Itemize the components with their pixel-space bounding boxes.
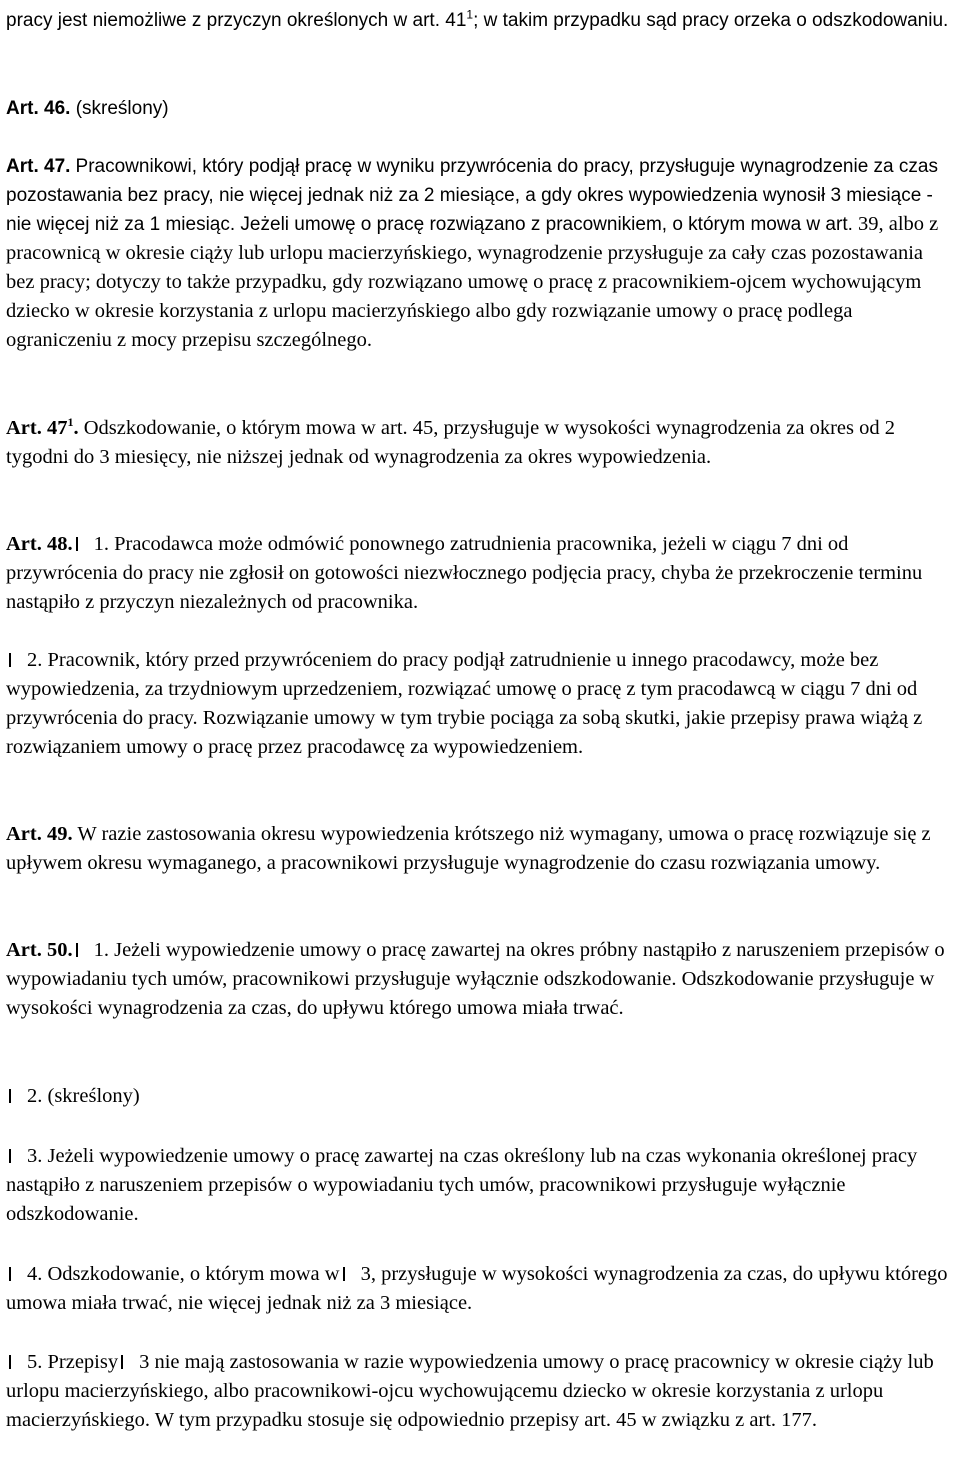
art50-paragraph-4: [6, 1260, 954, 1318]
art50-p5-text: 5. Przepisy: [27, 1351, 119, 1373]
art50-p4-text-cont: 3, przysługuje w wysokości wynagrodzenia za czas, do upływu którego umowa miała trwać, nie więcej jednak niż za 3 miesiące.: [6, 1263, 948, 1314]
art49-label: Art. 49.: [6, 823, 73, 845]
art48-label: Art. 48.: [6, 533, 73, 555]
art46-label: Art. 46.: [6, 98, 71, 119]
section-sign-icon: [76, 943, 88, 957]
art48-p1-text: 1. Pracodawca może odmówić ponownego zatrudnienia pracownika, jeżeli w ciągu 7 dni od przywrócenia do pracy nie zgłosił on gotowości niezwłocznego podjęcia pracy, chyba że przekroczenie terminu nastąpiło z przyczyn niezależnych od pracownika.: [6, 533, 923, 613]
art46-text: (skreślony): [75, 98, 169, 119]
section-sign-icon: [9, 1267, 21, 1281]
section-sign-icon: [9, 1355, 21, 1369]
section-sign-icon: [9, 1149, 21, 1163]
section-sign-icon: [121, 1355, 133, 1369]
art50-p5-text-cont: 3 nie mają zastosowania w razie wypowiedzenia umowy o pracę pracownicy w okresie ciąży lub urlopu macierzyńskiego, albo pracownikowi-ojcu wychowującemu dziecko w okresie korzystania z urlopu macierzyńskiego. W tym przypadku stosuje się odpowiednio przepisy art. 45 w związku z art. 177.: [6, 1351, 934, 1431]
art49-paragraph: [6, 820, 954, 878]
art50-p3-text: 3. Jeżeli wypowiedzenie umowy o pracę zawartej na czas określony lub na czas wykonania określonej pracy nastąpiło z naruszeniem przepisów o wypowiadaniu tych umów, pracownikowi przysługuje wyłącznie odszkodowanie.: [6, 1145, 918, 1225]
art47-1-paragraph: [6, 414, 954, 472]
section-sign-icon: [343, 1267, 355, 1281]
art50-label: Art. 50.: [6, 939, 73, 961]
art50-p1-text: 1. Jeżeli wypowiedzenie umowy o pracę zawartej na okres próbny nastąpiło z naruszeniem przepisów o wypowiadaniu tych umów, pracownikowi przysługuje wyłącznie odszkodowanie. Odszkodowanie przysługuje w wysokości wynagrodzenia za czas, do upływu którego umowa miała trwać.: [6, 939, 945, 1019]
superscript: 1: [67, 415, 74, 430]
art47-label: Art. 47.: [6, 156, 71, 177]
art50-paragraph-1: [6, 936, 954, 1023]
art50-p2-text: 2. (skreślony): [27, 1085, 140, 1107]
section-sign-icon: [76, 537, 88, 551]
art50-paragraph-5: [6, 1348, 954, 1435]
art47-paragraph: [6, 152, 954, 355]
superscript: 1: [466, 7, 474, 22]
label-text: Art. 47: [6, 417, 68, 439]
section-sign-icon: [9, 1089, 21, 1103]
art50-p4-text: 4. Odszkodowanie, o którym mowa w: [27, 1263, 340, 1285]
art46-paragraph: [6, 94, 169, 123]
art47-1-label: [6, 417, 79, 439]
art48-paragraph-2: [6, 646, 954, 762]
art47-text-sans: Pracownikowi, który podjął pracę w wyniku przywrócenia do pracy, przysługuje wynagrodzenie za czas pozostawania bez pracy, nie więcej jednak niż za 2 miesiące, a gdy okres wypowiedzenia wynosił 3 miesiące - nie więcej niż za 1 miesiąc. Jeżeli umowę o pracę rozwiązano z pracownikiem, o którym mowa w art.: [6, 156, 938, 235]
art41-text: pracy jest niemożliwe z przyczyn określonych w art. 41: [6, 10, 467, 31]
art47-1-text: Odszkodowanie, o którym mowa w art. 45, przysługuje w wysokości wynagrodzenia za okres od 2 tygodni do 3 miesięcy, nie niższej jednak od wynagrodzenia za okres wypowiedzenia.: [6, 417, 896, 468]
section-sign-icon: [9, 653, 21, 667]
art50-paragraph-2: [6, 1082, 140, 1111]
art48-p2-text: 2. Pracownik, który przed przywróceniem do pracy podjął zatrudnienie u innego pracodawcy, może bez wypowiedzenia, za trzydniowym uprzedzeniem, rozwiązać umowę o pracę z tym pracodawcą w ciągu 7 dni od przywrócenia do pracy. Rozwiązanie umowy w tym trybie pociąga za sobą skutki, jakie przepisy prawa wiążą z rozwiązaniem umowy o pracę przez pracodawcę za wypowiedzeniem.: [6, 649, 923, 758]
art49-text: W razie zastosowania okresu wypowiedzenia krótszego niż wymagany, umowa o pracę rozwiązuje się z upływem okresu wymaganego, a pracownikowi przysługuje wynagrodzenie do czasu rozwiązania umowy.: [6, 823, 931, 874]
art41-text-cont: ; w takim przypadku sąd pracy orzeka o odszkodowaniu.: [473, 10, 949, 31]
label-dot: .: [73, 417, 79, 439]
art47-text: 39, albo z pracownicą w okresie ciąży lub urlopu macierzyńskiego, wynagrodzenie przysługuje za cały czas pozostawania bez pracy; dotyczy to także przypadku, gdy rozwiązano umowę o pracę z pracownikiem-ojcem wychowującym dziecko w okresie korzystania z urlopu macierzyńskiego albo gdy rozwiązanie umowy o pracę podlega ograniczeniu z mocy przepisu szczególnego.: [6, 213, 939, 351]
art50-paragraph-3: [6, 1142, 954, 1229]
art41-fragment: [6, 6, 948, 35]
art48-paragraph-1: [6, 530, 954, 617]
